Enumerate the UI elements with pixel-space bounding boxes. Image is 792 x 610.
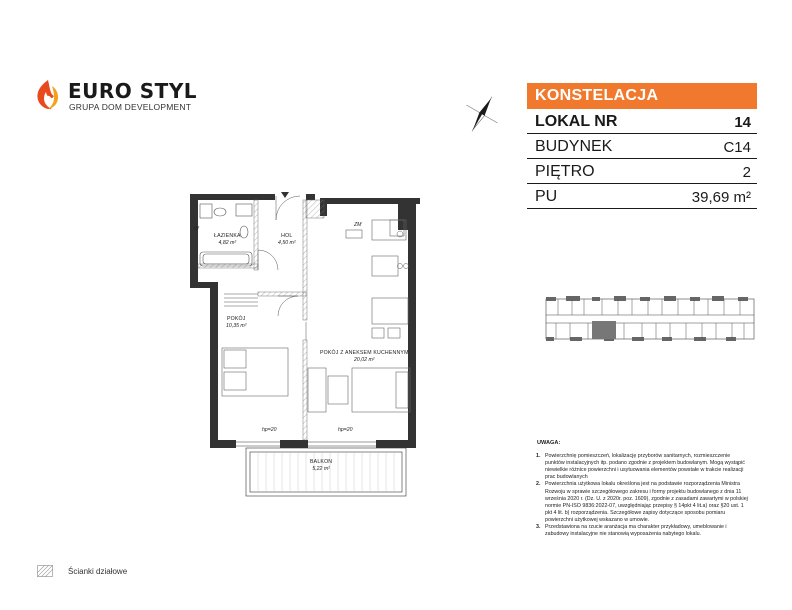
note-item xyxy=(533,453,751,481)
note-text: Powierzchnię pomieszczeń, lokalizację przyborów sanitarnych, rozmieszczenie punktów instalacyjnych itp. podano zgodnie z projektem budowlanym. Mogą wystąpić niewielkie różnice powierzchni i usytuowania elementów powstałe w trakcie realizacji prac budowlanych xyxy=(545,453,745,481)
room-area-hall: 4,50 m² xyxy=(278,239,296,246)
room-area-balcony: 5,22 m² xyxy=(312,465,330,472)
room-area-living: 20,02 m² xyxy=(354,356,375,363)
floor-label: PIĘTRO xyxy=(535,163,595,180)
floor-plan xyxy=(180,190,420,500)
building-label: BUDYNEK xyxy=(535,138,613,155)
notes-section xyxy=(533,440,751,538)
partition-wall-legend-icon xyxy=(37,565,53,577)
label-sill-left: hp=20 xyxy=(262,427,277,433)
highlighted-unit xyxy=(592,321,616,339)
investment-header xyxy=(527,83,757,109)
note-item xyxy=(533,481,751,524)
brand-tagline: GRUPA DOM DEVELOPMENT xyxy=(69,102,192,112)
north-arrow-icon xyxy=(462,90,504,136)
building-key-plan xyxy=(544,293,756,343)
investment-name: KONSTELACJA xyxy=(535,87,659,104)
building-value: C14 xyxy=(723,139,751,156)
room-name-room: POKÓJ xyxy=(226,316,246,322)
room-name-hall: HOL xyxy=(281,233,293,239)
brand-name: EURO STYL xyxy=(68,79,198,103)
room-label-balcony xyxy=(310,459,332,472)
room-area-bathroom: 4,82 m² xyxy=(218,239,237,246)
note-number: 1. xyxy=(536,453,541,460)
unit-number-label: LOKAL NR xyxy=(535,113,618,130)
note-text: Powierzchnia użytkowa lokalu określona jest na podstawie rozporządzenia Ministra Rozwoju w sprawie szczegółowego zakresu i formy projektu budowlanego z dnia 11 września 2020 r. (Dz. U. z 2020r. poz. 1609), zgodnie z zasadami zawartymi w polskiej normie PN-ISO 9836:2022-07, uwzględniając przepisy § 14pkt 4 lit.a) oraz §20 ust. 1 pkt 4 lit. b) rozporządzenia. Szczegółowe zapisy dotyczące sposobu pomiaru powierzchni użytkowej wskazano w umowie. xyxy=(545,481,748,523)
unit-number-value: 14 xyxy=(734,114,751,131)
note-text: Przedstawiona na rzucie aranżacja ma charakter przykładowy, umeblowanie i zabudowy instalacyjne nie stanowią wyposażenia nabytego lokalu. xyxy=(545,524,727,538)
note-item xyxy=(533,524,751,538)
label-sill-right: hp=20 xyxy=(338,427,353,433)
row-usable-area xyxy=(527,184,757,209)
room-name-bathroom: ŁAZIENKA xyxy=(214,233,241,239)
entrance-arrow-icon xyxy=(281,192,289,198)
row-building xyxy=(527,134,757,159)
euro-styl-flame-logo-icon xyxy=(34,78,62,112)
room-label-hall xyxy=(278,233,296,246)
label-zm: ZM xyxy=(354,222,362,228)
note-number: 2. xyxy=(536,481,541,488)
room-name-balcony: BALKON xyxy=(310,459,333,465)
room-name-living: POKÓJ Z ANEKSEM KUCHENNYM xyxy=(320,350,409,356)
usable-area-value: 39,69 m² xyxy=(691,189,751,206)
room-label-living xyxy=(320,350,409,363)
floor-value: 2 xyxy=(742,164,751,181)
legend-label: Ścianki działowe xyxy=(68,567,128,576)
brand-logo xyxy=(34,78,204,114)
row-unit-number xyxy=(527,109,757,134)
room-label-bathroom xyxy=(214,233,241,246)
usable-area-label: PU xyxy=(535,188,558,205)
room-area-room: 10,35 m² xyxy=(226,322,247,329)
note-number: 3. xyxy=(536,524,541,531)
room-label-room xyxy=(226,316,246,329)
row-floor xyxy=(527,159,757,184)
label-w: W xyxy=(194,226,199,232)
notes-title: UWAGA: xyxy=(537,440,561,446)
